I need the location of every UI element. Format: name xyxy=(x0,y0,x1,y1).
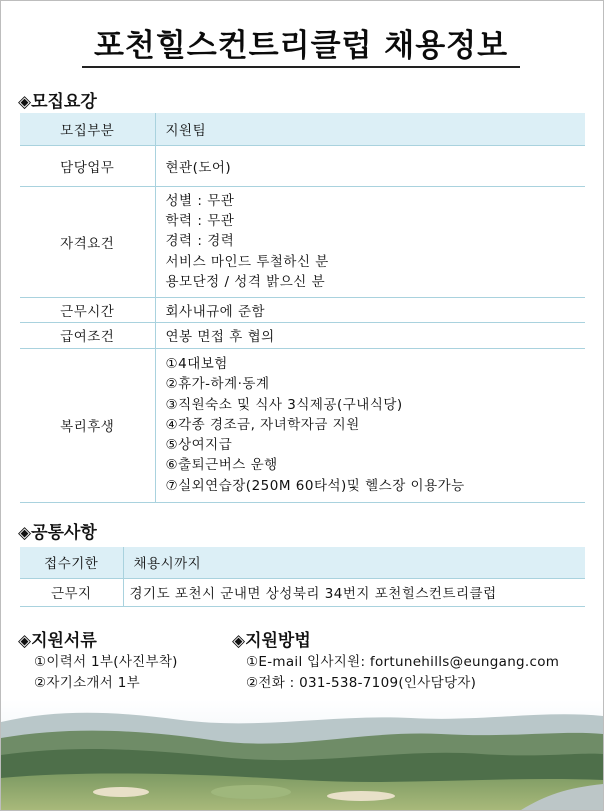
value-line: 성별 : 무관 xyxy=(165,192,235,209)
common-value: 채용시까지 xyxy=(123,547,585,578)
recruit-row-duty xyxy=(20,145,585,186)
recruit-row-dept xyxy=(20,113,585,145)
documents-item: ②자기소개서 1부 xyxy=(34,675,140,691)
title-underline xyxy=(82,66,520,68)
value-line: 지원팀 xyxy=(165,122,207,139)
common-row-location xyxy=(20,578,585,606)
common-label: 접수기한 xyxy=(20,547,123,578)
value-line: 연봉 면접 후 협의 xyxy=(165,329,275,345)
value-line: 서비스 마인드 투철하신 분 xyxy=(165,253,329,270)
method-list xyxy=(246,652,559,694)
value-line: ⑦실외연습장(250M 60타석)및 헬스장 이용가능 xyxy=(165,477,465,494)
recruit-row-qualification xyxy=(20,186,585,297)
bunker xyxy=(93,787,149,797)
common-heading: ◈공통사항 xyxy=(18,523,97,543)
recruit-value xyxy=(155,297,585,322)
recruit-label: 급여조건 xyxy=(20,322,155,348)
page-title: 포천힐스컨트리클럽 채용정보 xyxy=(93,28,509,64)
documents-list xyxy=(34,652,178,694)
recruit-table xyxy=(20,113,585,503)
recruit-value xyxy=(155,322,585,348)
common-row-deadline xyxy=(20,547,585,578)
value-line: ④각종 경조금, 자녀학자금 지원 xyxy=(165,416,360,433)
value-line: 회사내규에 준함 xyxy=(165,303,266,320)
golf-course-landscape xyxy=(1,700,603,810)
green xyxy=(211,785,291,799)
recruit-label: 자격요건 xyxy=(20,186,155,297)
value-line: 학력 : 무관 xyxy=(165,213,235,230)
common-label: 근무지 xyxy=(20,578,123,606)
recruit-row-salary xyxy=(20,322,585,348)
value-line: ②휴가-하계·동계 xyxy=(165,376,270,393)
documents-heading: ◈지원서류 xyxy=(18,631,97,651)
value-line: 현관(도어) xyxy=(165,159,232,176)
documents-item: ①이력서 1부(사진부착) xyxy=(34,654,178,670)
recruit-label: 담당업무 xyxy=(20,145,155,186)
recruit-label: 모집부분 xyxy=(20,113,155,145)
method-item: ②전화 : 031-538-7109(인사담당자) xyxy=(246,675,477,691)
recruit-value xyxy=(155,186,585,297)
recruit-heading: ◈모집요강 xyxy=(18,92,97,112)
recruit-value xyxy=(155,113,585,145)
value-line: 용모단정 / 성격 밝으신 분 xyxy=(165,273,326,290)
common-value: 경기도 포천시 군내면 상성북리 34번지 포천힐스컨트리클럽 xyxy=(123,578,585,606)
recruit-label: 복리후생 xyxy=(20,348,155,502)
recruit-value xyxy=(155,348,585,502)
common-table xyxy=(20,547,585,607)
value-line: ⑤상여지급 xyxy=(165,437,233,454)
value-line: 경력 : 경력 xyxy=(165,233,235,250)
value-line: ③직원숙소 및 식사 3식제공(구내식당) xyxy=(165,396,403,413)
recruit-value xyxy=(155,145,585,186)
method-heading: ◈지원방법 xyxy=(232,631,311,651)
recruit-row-hours xyxy=(20,297,585,322)
recruit-label: 근무시간 xyxy=(20,297,155,322)
value-line: ⑥출퇴근버스 운행 xyxy=(165,457,278,474)
recruit-row-benefits xyxy=(20,348,585,502)
bunker xyxy=(327,791,395,801)
method-item: ①E-mail 입사지원: fortunehills@eungang.com xyxy=(246,654,560,670)
value-line: ①4대보험 xyxy=(165,355,228,372)
